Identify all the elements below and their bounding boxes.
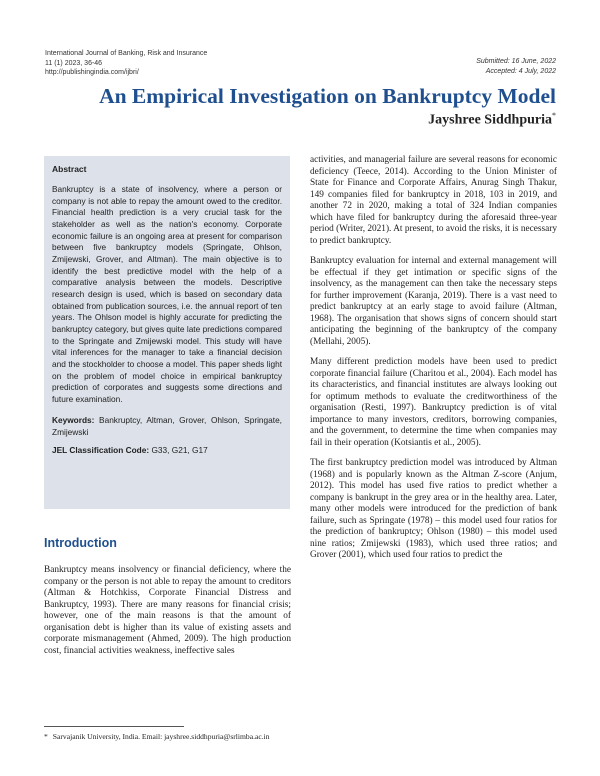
body-paragraph: activities, and managerial failure are several reasons for economic deficiency (Teece, 2014). According to the Union Minister of State for Finance and Corporate Affairs, Anurag Singh Thakur, 149 companies filed for bankruptcy in 2018, 103 in 2019, and another 72 in 2020, making a total of 324 Indian companies which have filed for bankruptcy during the aforesaid three-year period (Writer, 2021). At present, to avoid the risks, it is necessary to predict bankruptcy. (310, 155, 557, 246)
author-name: Jayshree Siddhpuria (428, 112, 552, 128)
footnote (44, 732, 270, 741)
keywords-list: Bankruptcy, Altman, Grover, Ohlson, Springate, Zmijewski (52, 415, 282, 438)
author-marker: * (552, 111, 556, 120)
jel-codes (52, 445, 282, 456)
footnote-divider (44, 726, 184, 727)
journal-url[interactable]: http://publishingindia.com/ijbri/ (45, 69, 139, 76)
abstract-box (44, 156, 290, 509)
footnote-marker: * (44, 732, 48, 741)
journal-header (45, 49, 207, 78)
abstract-body: Bankruptcy is a state of insolvency, where a person or company is not able to repay the amount owed to the creditor. Financial health prediction is a very crucial task for the stakeholder as well as the nation's economy. Corporate economic failure is an ongoing area at present for comparison between five bankruptcy models (Springate, Ohlson, Zmijewski, Grover, and Altman). The main objective is to identify the best predictive model with the help of a comparative analysis between the models. Descriptive research design is used, which is based on secondary data obtained from publication sources, i.e. the annual report of ten years. The Ohlson model is highly accurate for predicting the bankruptcy category, but gives quite late predictions compared to the Springate and Zmijewski model. This study will have vital inferences for the manager to take a financial decision and the stockholder to choose a model. This paper sheds light on the problem of model choice in empirical bankruptcy prediction of corporates and suggests some directions and future examination. (52, 184, 282, 404)
keywords-label: Keywords: (52, 415, 95, 426)
journal-issue: 11 (1) 2023, 36-46 (45, 59, 103, 67)
submitted-date: Submitted: 16 June, 2022 (476, 58, 556, 65)
journal-name: International Journal of Banking, Risk and Insurance (45, 50, 208, 57)
jel-list: G33, G21, G17 (151, 444, 208, 455)
keywords (52, 415, 282, 438)
footnote-text: Sarvajanik University, India. Email: jayshree.siddhpuria@srlimba.ac.in (52, 732, 270, 741)
jel-label: JEL Classification Code: (52, 444, 150, 455)
paper-title: An Empirical Investigation on Bankruptcy Model (99, 84, 556, 108)
body-paragraph: Many different prediction models have been used to predict corporate financial failure (Charitou et al., 2004). Each model has its characteristics, and financial institutes are always looking out for optimum methods to evaluate the creditworthiness of the organisation (Resti, 1997). Bankruptcy prediction is of vital importance to many investors, creditors, borrowing companies, and the government, to determine the time when companies may fail in their operation (Kotsiantis et al., 2005). (310, 357, 557, 448)
introduction-heading: Introduction (44, 536, 117, 550)
left-column (44, 565, 291, 666)
author-line (428, 111, 556, 129)
right-column (310, 155, 557, 571)
intro-paragraph: Bankruptcy means insolvency or financial deficiency, where the company or the person is not able to repay the amount to creditors (Altman & Hotchkiss, Corporate Financial Distress and Bankruptcy, 1993). There are many reasons for financial crisis; however, one of the main reasons is that the amount of organisation debt is higher than its value of existing assets and corporate mismanagement (Ahmed, 2009). The high production cost, financial activities weakness, ineffective sales (44, 565, 291, 656)
body-paragraph: The first bankruptcy prediction model was introduced by Altman (1968) and is popularly known as the Altman Z-score (Anjum, 2012). This model has used five ratios to predict whether a company is bankrupt in the grey area or in the healthy area. Later, many other models were introduced for the prediction of bank failure, such as Springate (1978) – this model used four ratios for the prediction of bankruptcy; Ohlson (1980) – this model used nine ratios; Zmijewski (1983), which used three ratios; and Grover (2001), which used four ratios to predict the (310, 458, 557, 560)
submission-dates (476, 57, 556, 76)
body-paragraph: Bankruptcy evaluation for internal and external management will be effectual if they get intimation or specific signs of the insolvency, as the management can then take the necessary steps for further improvement (Karanja, 2019). There is a vast need to predict bankruptcy at an early stage to avoid failure (Altman, 1968). The organisation that shows signs of concern should start anticipating the beginning of the bankruptcy of the company (Mellahi, 2005). (310, 256, 557, 347)
abstract-heading: Abstract (52, 164, 87, 174)
accepted-date: Accepted: 4 July, 2022 (485, 67, 556, 75)
